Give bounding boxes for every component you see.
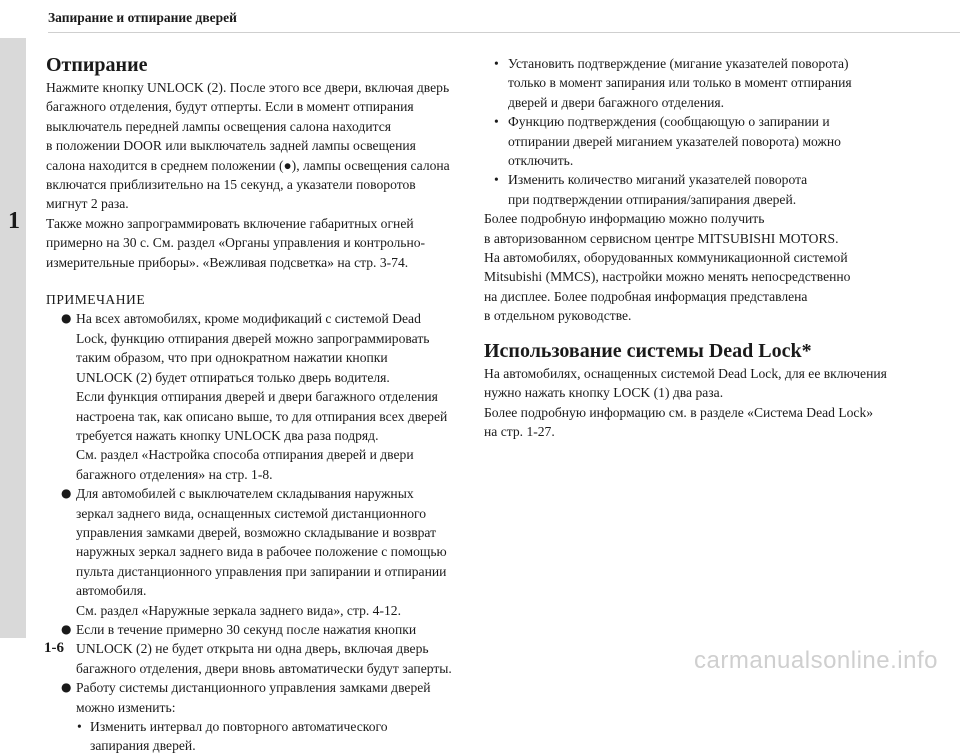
header-divider: [48, 32, 960, 33]
note-item: [46, 678, 464, 756]
option-item: • Установить подтверждение (мигание указателей поворота) только в момент запирания или только в момент отпирания дверей и двери багажного отделения.: [484, 54, 904, 112]
unlocking-paragraph: Нажмите кнопку UNLOCK (2). После этого все двери, включая дверь багажного отделения, будут отперты. Если в момент отпирания выключатель передней лампы освещения салона находится в положении DOOR или выключатель задней лампы освещения салона находится в среднем положении (●), лампы освещения салона включатся приблизительно на 15 секунд, а указатели поворотов мигнут 2 раза. Также можно запрограммировать включение габаритных огней примерно на 30 с. См. раздел «Органы управления и контрольно- измерительные приборы». «Вежливая подсветка» на стр. 3-74.: [46, 80, 450, 270]
options-list: [484, 54, 904, 209]
page-number: 1-6: [44, 640, 64, 656]
note-item-text: ● Если в течение примерно 30 секунд после нажатия кнопки UNLOCK (2) не будет открыта ни одна дверь, включая дверь багажного отделения, двери вновь автоматически будут заперты.: [76, 621, 452, 676]
right-column: [484, 54, 904, 441]
section-title-dead-lock: Использование системы Dead Lock*: [484, 339, 812, 362]
option-item: • Функцию подтверждения (сообщающую о запирании и отпирании дверей миганием указателей поворота) можно отключить.: [484, 112, 904, 170]
note-item-text: ● Работу системы дистанционного управления замками дверей можно изменить:: [76, 680, 431, 715]
chapter-tab: [0, 38, 26, 638]
running-title: Запирание и отпирание дверей: [48, 10, 237, 25]
chapter-number: 1: [8, 208, 20, 234]
note-item-text: ● На всех автомобилях, кроме модификаций с системой Dead Lock, функцию отпирания дверей можно запрограммировать таким образом, что при однократном нажатии кнопки UNLOCK (2) будет отпираться только дверь водителя. Если функция отпирания дверей и двери багажного отделения настроена так, как описано выше, то для отпирания всех дверей требуется нажать кнопку UNLOCK два раза подряд. См. раздел «Настройка способа отпирания дверей и двери багажного отделения» на стр. 1-8.: [76, 311, 448, 482]
note-label: ПРИМЕЧАНИЕ: [46, 292, 146, 308]
option-item: • Изменить количество миганий указателей поворота при подтверждении отпирания/запирания дверей.: [484, 170, 904, 209]
service-info-paragraph: Более подробную информацию можно получить в авторизованном сервисном центре MITSUBISHI MOTORS. На автомобилях, оборудованных коммуникационной системой Mitsubishi (MMCS), настройки можно менять непосредственно на дисплее. Более подробная информация представлена в отдельном руководстве.: [484, 211, 851, 324]
note-sub-list: [76, 717, 464, 756]
note-item-text: ● Для автомобилей с выключателем складывания наружных зеркал заднего вида, оснащенных системой дистанционного управления замками дверей, возможно складывание и возврат наружных зеркал заднего вида в рабочее положение с помощью пульта дистанционного управления при запирании и отпирании автомобиля. См. раздел «Наружные зеркала заднего вида», стр. 4-12.: [76, 486, 447, 618]
note-item: [46, 484, 464, 620]
section-title-unlocking: Отпирание: [46, 54, 148, 76]
note-sub-item: • Изменить интервал до повторного автоматического запирания дверей.: [76, 717, 464, 756]
left-column: [46, 54, 464, 756]
note-list: [46, 309, 464, 755]
watermark: carmanualsonline.info: [694, 647, 938, 674]
dead-lock-paragraph: На автомобилях, оснащенных системой Dead Lock, для ее включения нужно нажать кнопку LOCK (1) два раза. Более подробную информацию см. в разделе «Система Dead Lock» на стр. 1-27.: [484, 365, 887, 439]
note-item: [46, 309, 464, 484]
note-item: [46, 620, 464, 678]
